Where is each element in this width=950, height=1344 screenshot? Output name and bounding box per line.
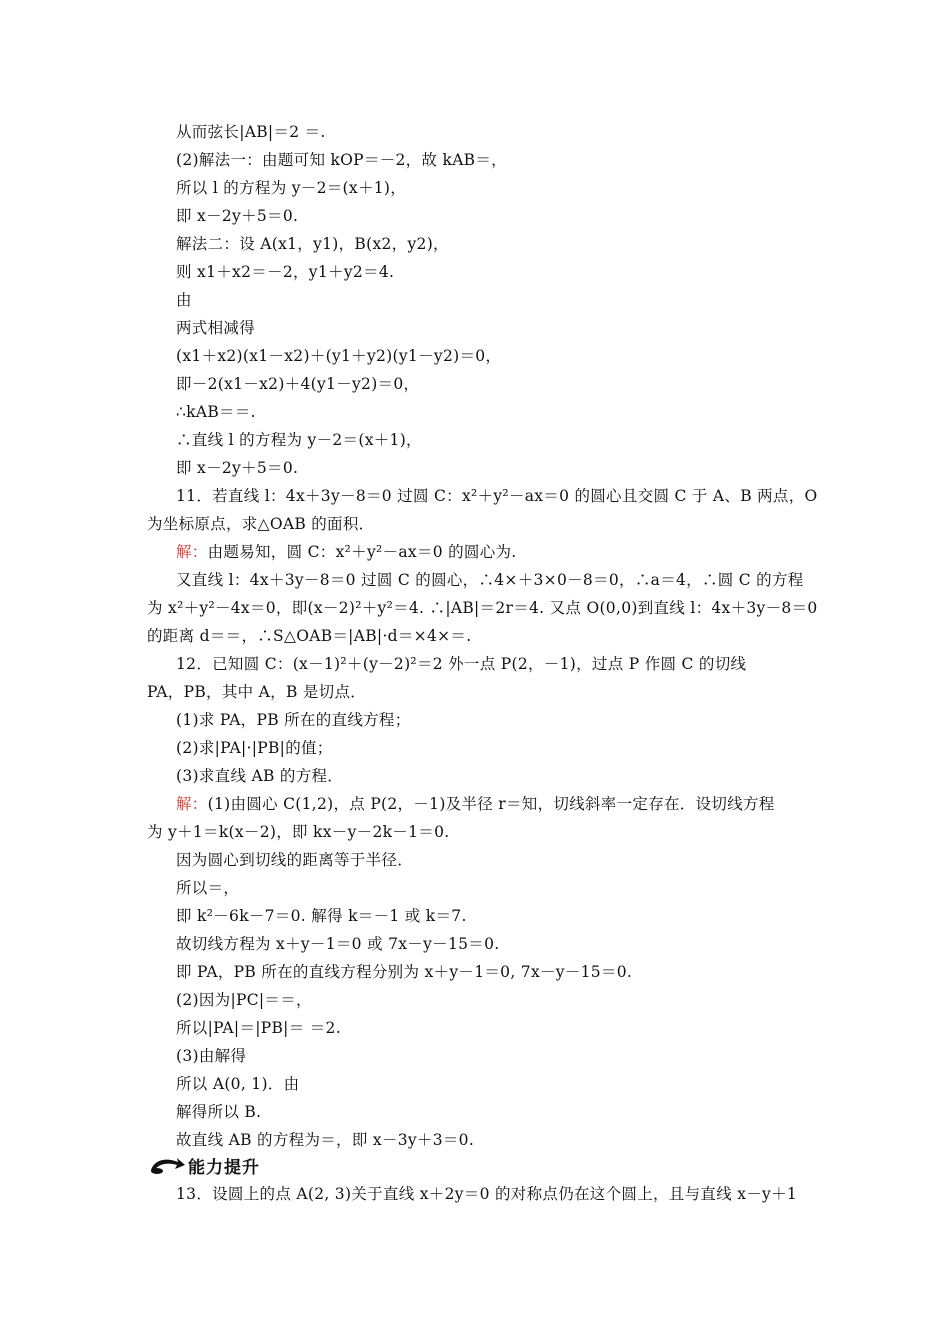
text-line: (x1＋x2)(x1－x2)＋(y1＋y2)(y1－y2)＝0， bbox=[176, 347, 502, 365]
text-line: 从而弦长|AB|＝2 ＝. bbox=[176, 123, 326, 141]
text-line: 又直线 l：4x＋3y－8＝0 过圆 C 的圆心，∴4×＋3×0－8＝0，∴a＝4，∴圆 C 的方程 bbox=[176, 571, 804, 589]
text-line: 的距离 d＝＝，∴S△OAB＝|AB|·d＝×4×＝. bbox=[147, 627, 472, 645]
text-span: 由题易知，圆 C：x²＋y²－ax＝0 的圆心为. bbox=[207, 543, 517, 561]
solution-line bbox=[176, 794, 775, 814]
text-line: ∴kAB＝＝. bbox=[176, 403, 256, 421]
text-line: PA，PB，其中 A，B 是切点． bbox=[147, 683, 367, 701]
problem-13-statement: 13．设圆上的点 A(2, 3)关于直线 x＋2y＝0 的对称点仍在这个圆上，且与直线 x－y＋1 bbox=[176, 1185, 798, 1203]
text-line: 为 x²＋y²－4x＝0，即(x－2)²＋y²＝4. ∴|AB|＝2r＝4. 又点 O(0,0)到直线 l：4x＋3y－8＝0 bbox=[147, 599, 818, 617]
text-line: 由 bbox=[176, 291, 192, 309]
text-span: (1)由圆心 C(1,2)，点 P(2，－1)及半径 r＝知，切线斜率一定存在．设切线方程 bbox=[207, 795, 775, 813]
text-line: 则 x1＋x2＝－2，y1＋y2＝4. bbox=[176, 263, 395, 281]
problem-11-statement: 11．若直线 l：4x＋3y－8＝0 过圆 C：x²＋y²－ax＝0 的圆心且交圆 C 于 A、B 两点，O bbox=[176, 487, 818, 505]
text-line: 故切线方程为 x＋y－1＝0 或 7x－y－15＝0. bbox=[176, 935, 500, 953]
text-line: (2)解法一：由题可知 kOP＝－2，故 kAB＝， bbox=[176, 151, 507, 169]
text-line: 为 y＋1＝k(x－2)，即 kx－y－2k－1＝0. bbox=[147, 823, 450, 841]
text-line: 解法二：设 A(x1，y1)，B(x2，y2)， bbox=[176, 235, 449, 253]
text-line: 即 k²－6k－7＝0. 解得 k＝－1 或 k＝7. bbox=[176, 907, 467, 925]
text-line: 所以 A(0, 1)．由 bbox=[176, 1075, 300, 1093]
text-line: 为坐标原点，求△OAB 的面积． bbox=[147, 515, 375, 533]
text-line: 两式相减得 bbox=[176, 319, 256, 337]
problem-12-statement: 12．已知圆 C：(x－1)²＋(y－2)²＝2 外一点 P(2，－1)，过点 P 作圆 C 的切线 bbox=[176, 655, 747, 673]
text-line: 即 PA，PB 所在的直线方程分别为 x＋y－1＝0, 7x－y－15＝0. bbox=[176, 963, 633, 981]
text-line: 因为圆心到切线的距离等于半径． bbox=[176, 851, 414, 869]
text-line: 即－2(x1－x2)＋4(y1－y2)＝0， bbox=[176, 375, 420, 393]
section-heading bbox=[148, 1152, 260, 1178]
text-line: ∴直线 l 的方程为 y－2＝(x＋1)， bbox=[176, 431, 422, 449]
text-line: 所以|PA|＝|PB|＝ ＝2. bbox=[176, 1019, 341, 1037]
solution-label: 解： bbox=[176, 543, 208, 561]
text-line: 解得所以 B. bbox=[176, 1103, 262, 1121]
solution-label: 解： bbox=[176, 795, 208, 813]
text-line: 即 x－2y＋5＝0. bbox=[176, 207, 299, 225]
curved-arrow-icon bbox=[148, 1154, 186, 1176]
text-line: (2)因为|PC|＝＝， bbox=[176, 991, 312, 1009]
text-line: (2)求|PA|·|PB|的值； bbox=[176, 739, 333, 757]
text-line: (3)由解得 bbox=[176, 1047, 247, 1065]
text-line: 即 x－2y＋5＝0. bbox=[176, 459, 299, 477]
text-line: (3)求直线 AB 的方程． bbox=[176, 767, 344, 785]
solution-line bbox=[176, 542, 517, 562]
text-line: 所以＝， bbox=[176, 879, 240, 897]
section-title: 能力提升 bbox=[188, 1157, 260, 1178]
text-line: 所以 l 的方程为 y－2＝(x＋1)， bbox=[176, 179, 407, 197]
text-line: (1)求 PA，PB 所在的直线方程； bbox=[176, 711, 411, 729]
text-line: 故直线 AB 的方程为＝，即 x－3y＋3＝0. bbox=[176, 1131, 475, 1149]
